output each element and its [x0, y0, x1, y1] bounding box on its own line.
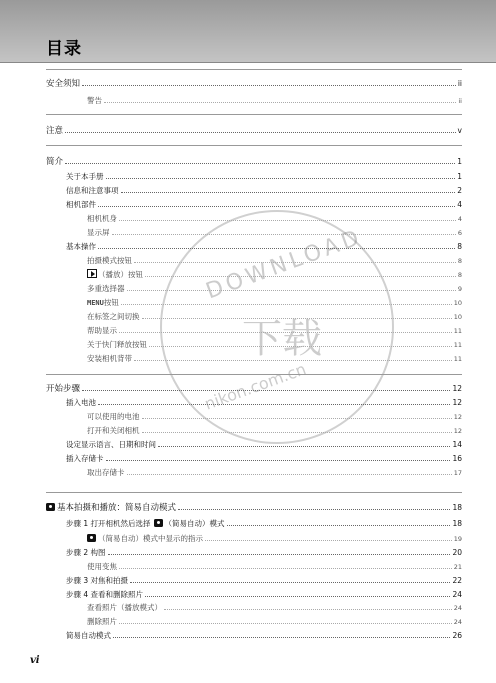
toc-entry-text: 使用变焦 [87, 562, 117, 571]
toc-entry-text: 简易自动模式 [66, 631, 111, 640]
section-divider [46, 492, 462, 493]
dot-leader [134, 360, 452, 361]
menu-button-glyph: MENU [87, 299, 104, 307]
toc-entry[interactable] [0, 352, 496, 364]
toc-entry[interactable] [0, 615, 496, 627]
dot-leader [127, 290, 456, 291]
section-divider [46, 69, 462, 70]
dot-leader [205, 540, 452, 541]
dot-leader [82, 390, 450, 391]
toc-entry-text: 相机部件 [66, 200, 96, 209]
toc-entry[interactable] [0, 296, 496, 308]
toc-entry-page: ii [458, 97, 462, 105]
toc-entry-page: 21 [453, 563, 462, 571]
page-title: 目录 [46, 39, 82, 59]
toc-entry-page: 8 [457, 257, 462, 265]
toc-entry-label [0, 228, 110, 238]
toc-entry[interactable] [0, 532, 496, 544]
toc-entry-page: 1 [457, 172, 462, 181]
toc-entry-page: 24 [453, 604, 462, 612]
toc-entry-label [0, 534, 203, 544]
toc-entry-label [0, 186, 119, 196]
dot-leader [142, 418, 452, 419]
toc-entry-label [0, 454, 104, 464]
toc-entry-page: 6 [457, 229, 462, 237]
toc-entry-page: 26 [452, 631, 462, 640]
dot-leader [145, 276, 456, 277]
dot-leader [121, 192, 456, 193]
section-divider [46, 145, 462, 146]
toc-entry-label [0, 269, 143, 280]
toc-entry-text: 拍摄模式按钮 [87, 256, 132, 265]
toc-entry[interactable] [0, 560, 496, 572]
toc-entry-page: 10 [453, 299, 462, 307]
toc-entry-page: 12 [453, 427, 462, 435]
toc-entry[interactable] [0, 452, 496, 464]
toc-entry-page: 12 [453, 413, 462, 421]
easy-auto-camera-icon [154, 519, 163, 527]
toc-entry[interactable] [0, 170, 496, 182]
toc-entry-text: 删除照片 [87, 617, 117, 626]
toc-entry-text: 相机机身 [87, 214, 117, 223]
toc-entry-page: ii [457, 79, 462, 88]
dot-leader [98, 404, 450, 405]
toc-entry-text-suffix: （简易自动）模式 [164, 519, 225, 528]
dot-leader [121, 304, 452, 305]
toc-entry-page: v [457, 126, 462, 135]
toc-entry-label [0, 631, 111, 641]
toc-entry-page: 18 [452, 503, 462, 512]
dot-leader [119, 332, 452, 333]
toc-entry-page: 8 [457, 271, 462, 279]
toc-entry-page: 14 [452, 440, 462, 449]
dot-leader [65, 163, 455, 164]
toc-entry[interactable] [0, 438, 496, 450]
watermark-top-text: DOWNLOAD [202, 224, 367, 305]
play-icon [87, 269, 97, 278]
watermark-middle-text: 下载 [242, 316, 322, 362]
toc-entry[interactable] [0, 466, 496, 478]
toc-entry-label [0, 200, 96, 210]
easy-auto-camera-icon [46, 503, 55, 511]
toc-entry-text: 基本拍摄和播放：简易自动模式 [57, 503, 177, 513]
toc-entry-label [0, 214, 117, 224]
toc-entry-label [0, 548, 106, 558]
toc-entry-text: 警告 [87, 96, 102, 105]
section-divider [46, 374, 462, 375]
toc-entry-page: 9 [457, 285, 462, 293]
toc-entry-page: 10 [453, 313, 462, 321]
toc-entry[interactable] [0, 155, 496, 167]
watermark-bottom-text: nikon.com.cn [201, 359, 309, 414]
toc-entry-label [0, 412, 140, 422]
toc-entry-text: 查看照片（播放模式） [87, 603, 162, 612]
dot-leader [113, 637, 450, 638]
toc-entry-text: 可以使用的电池 [87, 412, 140, 421]
toc-entry[interactable] [0, 424, 496, 436]
toc-entry-text: 安全须知 [46, 79, 81, 89]
toc-entry-text: （简易自动）模式中显示的指示 [98, 534, 203, 543]
toc-entry-page: 20 [452, 548, 462, 557]
dot-leader [106, 178, 456, 179]
toc-entry-label [0, 384, 80, 394]
toc-entry-page: 19 [453, 535, 462, 543]
toc-entry-page: 2 [457, 186, 462, 195]
toc-entry-page: 12 [452, 398, 462, 407]
toc-entry-label [0, 503, 176, 513]
toc-entry-page: 18 [452, 519, 462, 528]
dot-leader [108, 554, 451, 555]
toc-entry-label [0, 298, 119, 308]
toc-entry-label [0, 426, 140, 436]
toc-entry[interactable] [0, 588, 496, 600]
toc-entry[interactable] [0, 254, 496, 266]
toc-entry-label [0, 96, 102, 106]
dot-leader [98, 248, 455, 249]
dot-leader [130, 582, 450, 583]
toc-entry-label [0, 562, 117, 572]
toc-entry-label [0, 157, 63, 167]
toc-entry-text: 关于本手册 [66, 172, 104, 181]
toc-entry[interactable] [0, 184, 496, 196]
toc-entry-label [0, 603, 162, 613]
toc-entry-page: 4 [457, 215, 462, 223]
toc-entry[interactable] [0, 501, 496, 513]
toc-entry-label [0, 617, 117, 627]
dot-leader [134, 262, 456, 263]
toc-entry[interactable] [0, 240, 496, 252]
toc-entry[interactable] [0, 396, 496, 408]
toc-entry-label [0, 284, 125, 294]
toc-entry-label [0, 340, 147, 350]
toc-entry-text: 步骤 2 构图 [66, 548, 106, 557]
toc-entry-page: 16 [452, 454, 462, 463]
toc-entry-text: 注意 [46, 126, 64, 136]
easy-auto-camera-icon [87, 534, 96, 542]
dot-leader [119, 623, 452, 624]
toc-entry[interactable] [0, 574, 496, 586]
dot-leader [104, 102, 456, 103]
toc-entry-label [0, 312, 140, 322]
toc-entry[interactable] [0, 601, 496, 613]
toc-entry[interactable] [0, 77, 496, 89]
toc-entry[interactable] [0, 324, 496, 336]
toc-entry[interactable] [0, 282, 496, 294]
toc-entry-text: 步骤 3 对焦和拍摄 [66, 576, 129, 585]
dot-leader [145, 596, 450, 597]
toc-entry-page: 17 [453, 469, 462, 477]
toc-entry-text: 信息和注意事项 [66, 186, 119, 195]
dot-leader [65, 132, 456, 133]
toc-entry-text: 多重选择器 [87, 284, 125, 293]
toc-entry[interactable] [0, 338, 496, 350]
toc-entry-text: 显示屏 [87, 228, 110, 237]
toc-entry-text: 插入电池 [66, 398, 96, 407]
dot-leader [149, 346, 452, 347]
dot-leader [106, 460, 451, 461]
toc-entry[interactable] [0, 410, 496, 422]
toc-entry-label [0, 242, 96, 252]
dot-leader [98, 206, 455, 207]
dot-leader [164, 609, 452, 610]
toc-entry-text: 打开和关闭相机 [87, 426, 140, 435]
toc-entry-page: 12 [452, 384, 462, 393]
toc-entry-text: 步骤 1 打开相机然后选择 [66, 519, 151, 528]
toc-entry[interactable] [0, 124, 496, 136]
toc-entry-text: 插入存储卡 [66, 454, 104, 463]
section-divider [46, 114, 462, 115]
toc-entry-text: 在标签之间切换 [87, 312, 140, 321]
toc-entry-text: 步骤 4 查看和删除照片 [66, 590, 144, 599]
dot-leader [112, 234, 456, 235]
toc-entry[interactable] [0, 546, 496, 558]
dot-leader [82, 85, 456, 86]
toc-entry-page: 8 [457, 242, 462, 251]
toc-entry-label [0, 590, 143, 600]
toc-entry-text: 取出存储卡 [87, 468, 125, 477]
dot-leader [142, 432, 452, 433]
toc-entry[interactable] [0, 382, 496, 394]
toc-entry-page: 24 [453, 618, 462, 626]
toc-entry-page: 22 [452, 576, 462, 585]
dot-leader [119, 568, 452, 569]
toc-entry-page: 11 [453, 327, 462, 335]
toc-entry-label [0, 576, 128, 586]
toc-entry[interactable] [0, 629, 496, 641]
toc-entry-text: 按钮 [103, 298, 119, 307]
dot-leader [119, 220, 456, 221]
toc-entry[interactable] [0, 94, 496, 106]
page-number: vi [30, 655, 40, 666]
dot-leader [127, 474, 452, 475]
dot-leader [142, 318, 452, 319]
toc-entry-page: 4 [457, 200, 462, 209]
toc-entry-label [0, 468, 125, 478]
dot-leader [227, 525, 451, 526]
toc-entry[interactable] [0, 212, 496, 224]
toc-entry[interactable] [0, 198, 496, 210]
toc-entry-page: 11 [453, 341, 462, 349]
toc-entry-text: 简介 [46, 157, 64, 167]
toc-entry-text: （播放）按钮 [98, 270, 143, 279]
toc-entry-text: 开始步骤 [46, 384, 81, 394]
toc-entry-label [0, 354, 132, 364]
dot-leader [178, 509, 450, 510]
toc-entry-text: 基本操作 [66, 242, 96, 251]
dot-leader [158, 446, 450, 447]
toc-entry[interactable] [0, 226, 496, 238]
toc-entry-page: 11 [453, 355, 462, 363]
toc-entry-label [0, 326, 117, 336]
toc-entry[interactable] [0, 268, 496, 280]
toc-entry-label [0, 79, 80, 89]
toc-entry-text: 帮助显示 [87, 326, 117, 335]
toc-entry-label [0, 398, 96, 408]
toc-entry-label [0, 256, 132, 266]
toc-entry-page: 1 [457, 157, 462, 166]
toc-entry-text: 关于快门释放按钮 [87, 340, 147, 349]
toc-entry-text: 安装相机背带 [87, 354, 132, 363]
toc-entry-label [0, 519, 225, 529]
toc-entry[interactable] [0, 310, 496, 322]
toc-entry-label [0, 440, 156, 450]
toc-entry-page: 24 [452, 590, 462, 599]
toc-entry[interactable] [0, 517, 496, 529]
toc-entry-label [0, 126, 63, 136]
toc-entry-text: 设定显示语言、日期和时间 [66, 440, 156, 449]
toc-entry-label [0, 172, 104, 182]
